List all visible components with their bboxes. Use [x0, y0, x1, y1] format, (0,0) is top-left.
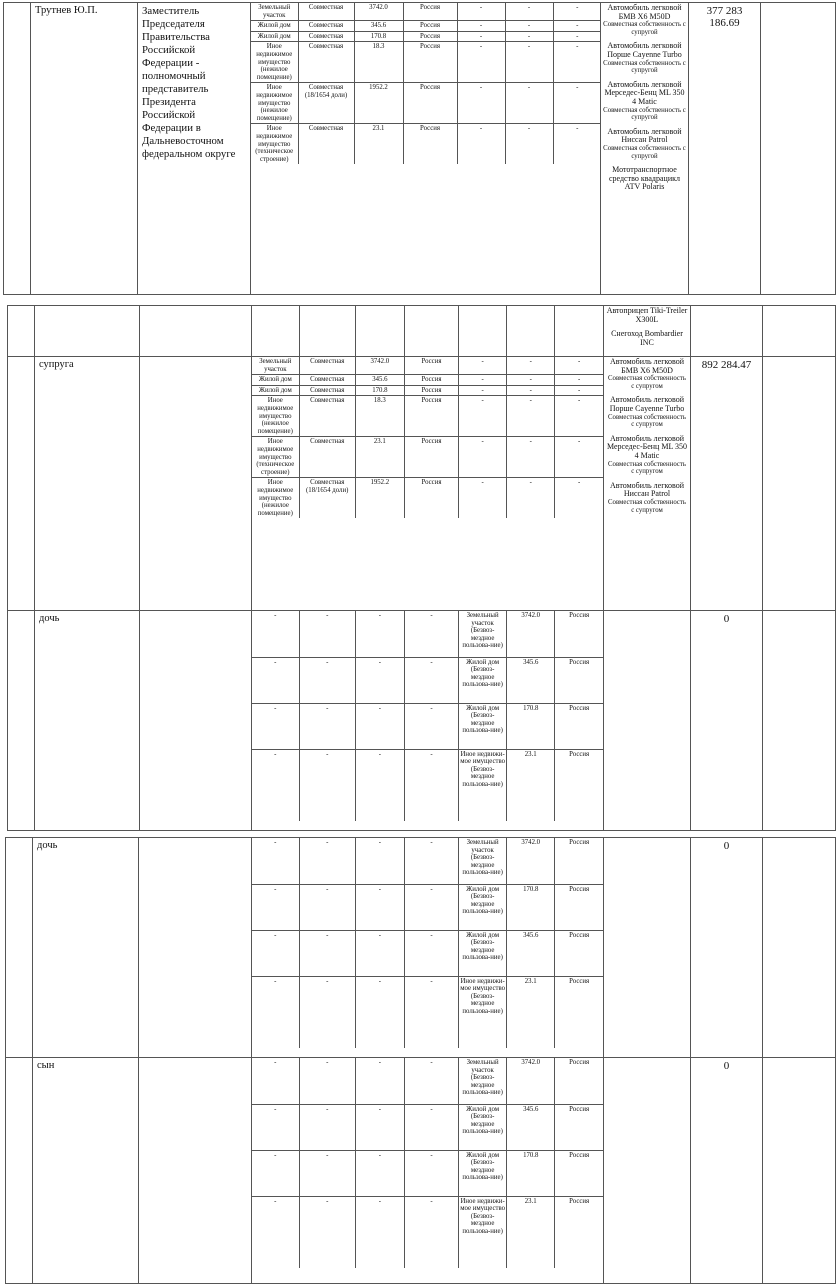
owned-property-type: - — [252, 884, 299, 930]
owned-property-type: Иное недвижимое имущество (нежилое помещение) — [257, 479, 294, 517]
owned-area: - — [355, 930, 404, 976]
property-row — [252, 884, 603, 930]
vehicle-name: Автомобиль легковой Мерседес-Бенц ML 350 4 Matic — [604, 79, 685, 106]
declared-income: 0 — [691, 838, 763, 1058]
owned-property-type: Земельный участок — [252, 357, 299, 375]
property-row — [252, 1196, 603, 1268]
owned-country: - — [404, 1196, 458, 1268]
owned-property-type: Земельный участок — [251, 3, 298, 21]
property-row — [252, 396, 603, 437]
ownership-kind: - — [299, 1058, 355, 1104]
owned-country: - — [404, 884, 458, 930]
used-area: - — [507, 375, 555, 386]
ownership-kind: - — [299, 930, 355, 976]
owned-area: 18.3 — [355, 396, 404, 437]
used-property-type: - — [457, 3, 505, 21]
owned-country: Россия — [403, 83, 457, 124]
declared-income: 377 283 186.69 — [689, 3, 761, 295]
used-country: Россия — [555, 749, 603, 821]
used-country: Россия — [555, 1196, 603, 1268]
vehicle-item — [606, 330, 688, 347]
vehicle-name: Автомобиль легковой БМВ X6 M50D — [607, 3, 682, 21]
property-row — [251, 42, 601, 83]
vehicles-cell-continued — [604, 306, 691, 357]
used-country: Россия — [555, 838, 603, 884]
used-country: Россия — [555, 930, 603, 976]
property-row — [251, 3, 601, 21]
used-area: - — [505, 124, 553, 164]
used-area: 3742.0 — [507, 838, 555, 884]
used-area: 23.1 — [507, 1196, 555, 1268]
property-row — [251, 83, 601, 124]
used-area: - — [505, 42, 553, 83]
owned-area: - — [355, 884, 404, 930]
ownership-kind: Совместная — [299, 437, 355, 478]
owned-property-type: - — [252, 1104, 299, 1150]
ownership-kind: Совместная — [298, 21, 354, 32]
used-property-type: Иное недвижи-мое имущество (Безвоз-мездное пользова-ние) — [459, 749, 507, 821]
declaration-table-1 — [3, 2, 836, 295]
vehicle-item — [603, 166, 686, 192]
vehicle-item — [603, 128, 686, 160]
row-number-cell — [4, 3, 31, 295]
ownership-kind: - — [299, 657, 355, 703]
used-country: - — [555, 385, 603, 396]
vehicle-item — [603, 4, 686, 36]
sheet-2 — [0, 304, 839, 832]
vehicle-ownership-note: Совместная собственность с супругой — [603, 21, 686, 36]
used-property-type: Жилой дом (Безвоз-мездное пользова-ние) — [459, 703, 507, 749]
owned-property-type: - — [274, 977, 277, 985]
used-country: Россия — [555, 1058, 603, 1104]
owned-country: - — [404, 703, 458, 749]
used-area: 345.6 — [507, 930, 555, 976]
used-property-type: Земельный участок (Безвоз-мездное пользова-ние) — [459, 838, 507, 884]
owned-property-type: Жилой дом — [251, 31, 298, 42]
used-area: - — [505, 3, 553, 21]
vehicle-ownership-note: Совместная собственность с супругой — [603, 106, 686, 122]
property-row — [252, 703, 603, 749]
ownership-kind: Совместная — [299, 375, 355, 386]
used-area: - — [507, 385, 555, 396]
vehicle-ownership-note: Совместная собственность с супругой — [603, 59, 686, 75]
used-property-type: Жилой дом (Безвоз-мездное пользова-ние) — [459, 930, 507, 976]
used-property-type: Жилой дом (Безвоз-мездное пользова-ние) — [459, 884, 507, 930]
owned-area: - — [355, 657, 404, 703]
property-row — [252, 1058, 603, 1104]
used-property-type: Иное недвижи-мое имущество (Безвоз-мездное пользова-ние) — [459, 976, 507, 1048]
property-row — [252, 749, 603, 821]
owned-country: Россия — [403, 124, 457, 164]
property-block — [252, 1058, 604, 1284]
owned-country: Россия — [403, 42, 457, 83]
owned-property-type: Иное недвижимое имущество (нежилое помещение) — [251, 42, 298, 83]
owned-area: 345.6 — [355, 375, 404, 386]
used-area: - — [507, 396, 555, 437]
property-row — [251, 124, 601, 164]
property-row — [252, 1104, 603, 1150]
ownership-kind: - — [299, 976, 355, 1048]
used-country: - — [553, 124, 601, 164]
ownership-kind: - — [299, 749, 355, 821]
vehicle-item — [606, 482, 688, 514]
property-row — [252, 1150, 603, 1196]
used-area: - — [505, 21, 553, 32]
owned-property-type: Иное недвижимое имущество (техническое строение) — [255, 125, 294, 163]
ownership-kind: - — [299, 884, 355, 930]
daughter-name: дочь — [35, 611, 140, 831]
owned-country: - — [404, 930, 458, 976]
owned-property-type: Жилой дом — [252, 385, 299, 396]
vehicle-ownership-note: Совместная собственность с супругом — [608, 460, 686, 476]
used-area: - — [507, 437, 555, 478]
property-row — [252, 478, 603, 518]
used-property-type: - — [459, 478, 507, 518]
owned-area: 23.1 — [354, 124, 403, 164]
used-country: Россия — [555, 976, 603, 1048]
property-row — [252, 375, 603, 386]
owned-country: - — [404, 1104, 458, 1150]
owned-area: 1952.2 — [355, 478, 404, 518]
used-area: 3742.0 — [507, 611, 555, 657]
used-country: Россия — [555, 1150, 603, 1196]
used-country: - — [553, 83, 601, 124]
declared-income: 0 — [691, 1058, 763, 1284]
used-country: - — [555, 396, 603, 437]
property-block — [252, 838, 604, 1058]
owned-area: 170.8 — [354, 31, 403, 42]
vehicle-ownership-note: Совместная собственность с супругом — [608, 375, 686, 390]
owned-property-type: - — [252, 657, 299, 703]
owned-area: 1952.2 — [354, 83, 403, 124]
vehicle-name: Мототранспортное средство квадрацикл ATV Polaris — [608, 165, 680, 192]
owned-property-type: - — [274, 750, 277, 758]
owned-country: - — [404, 838, 458, 884]
used-area: - — [505, 83, 553, 124]
declared-income: 0 — [691, 611, 763, 831]
used-country: - — [555, 478, 603, 518]
sheet-3 — [0, 836, 839, 1280]
property-row — [252, 657, 603, 703]
ownership-kind: Совместная — [299, 357, 355, 375]
property-row — [252, 611, 603, 657]
owned-property-type: Иное недвижимое имущество (нежилое помещение) — [251, 83, 298, 124]
declared-income: 892 284.47 — [691, 357, 763, 611]
ownership-kind: - — [299, 1104, 355, 1150]
property-row — [251, 31, 601, 42]
owned-area: 18.3 — [354, 42, 403, 83]
owned-property-type: - — [252, 930, 299, 976]
property-block — [252, 611, 604, 831]
owned-country: Россия — [403, 3, 457, 21]
ownership-kind: Совместная — [299, 396, 355, 437]
owned-area: - — [355, 1104, 404, 1150]
used-country: Россия — [555, 703, 603, 749]
owned-country: Россия — [404, 437, 458, 478]
vehicle-item — [606, 435, 688, 476]
used-country: - — [553, 21, 601, 32]
vehicles-cell — [604, 357, 691, 611]
vehicle-item — [606, 307, 688, 324]
daughter-name: дочь — [33, 838, 139, 1058]
property-row — [252, 976, 603, 1048]
owned-area: - — [355, 976, 404, 1048]
source-cell — [761, 3, 836, 295]
owned-country: Россия — [404, 478, 458, 518]
used-area: - — [507, 478, 555, 518]
used-country: Россия — [555, 884, 603, 930]
property-subtable — [251, 3, 601, 164]
person-position: Заместитель Председателя Правительства Российской Федерации - полномочный представитель Президента Российской Федерации в Дальневосточном федеральном округе — [138, 3, 251, 295]
used-country: - — [555, 375, 603, 386]
vehicle-name: Автомобиль легковой БМВ X6 M50D — [610, 357, 684, 375]
owned-property-type: - — [252, 611, 299, 657]
used-country: - — [553, 31, 601, 42]
used-area: 170.8 — [507, 1150, 555, 1196]
owned-country: Россия — [404, 396, 458, 437]
used-country: - — [555, 437, 603, 478]
used-area: 3742.0 — [507, 1058, 555, 1104]
used-property-type: - — [459, 396, 507, 437]
used-area: - — [505, 31, 553, 42]
ownership-kind: - — [299, 611, 355, 657]
used-property-type: Жилой дом (Безвоз-мездное пользова-ние) — [459, 1104, 507, 1150]
used-property-type: - — [459, 437, 507, 478]
used-property-type: - — [459, 357, 507, 375]
used-property-type: Земельный участок (Безвоз-мездное пользова-ние) — [459, 611, 507, 657]
declaration-table-3 — [5, 837, 836, 1284]
ownership-kind: Совместная (18/1654 доли) — [298, 83, 354, 124]
owned-country: - — [404, 611, 458, 657]
ownership-kind: Совместная — [299, 385, 355, 396]
owned-area: 3742.0 — [354, 3, 403, 21]
used-property-type: - — [457, 21, 505, 32]
used-property-type: Жилой дом (Безвоз-мездное пользова-ние) — [459, 1150, 507, 1196]
vehicle-name: Автомобиль легковой Порше Cayenne Turbo — [607, 41, 682, 59]
owned-area: - — [355, 703, 404, 749]
owned-area: - — [355, 1058, 404, 1104]
used-property-type: - — [457, 42, 505, 83]
vehicle-name: Автомобиль легковой Ниссан Patrol — [610, 480, 684, 499]
owned-area: - — [355, 838, 404, 884]
owned-area: - — [355, 1150, 404, 1196]
used-property-type: - — [457, 83, 505, 124]
property-row — [252, 838, 603, 884]
owned-property-type: - — [252, 1150, 299, 1196]
owned-country: - — [404, 976, 458, 1048]
vehicle-item — [606, 358, 688, 390]
person-name: Трутнев Ю.П. — [31, 3, 138, 295]
used-area: 345.6 — [507, 1104, 555, 1150]
ownership-kind: - — [299, 703, 355, 749]
owned-area: - — [355, 749, 404, 821]
ownership-kind: Совместная — [298, 42, 354, 83]
used-area: 170.8 — [507, 703, 555, 749]
vehicle-ownership-note: Совместная собственность с супругой — [603, 144, 686, 160]
used-property-type: Иное недвижи-мое имущество (Безвоз-мездное пользова-ние) — [459, 1196, 507, 1268]
vehicle-name: Автомобиль легковой Ниссан Patrol — [607, 126, 682, 145]
ownership-kind: - — [299, 1150, 355, 1196]
spouse-name: супруга — [35, 357, 140, 611]
property-row — [252, 385, 603, 396]
used-country: Россия — [555, 657, 603, 703]
owned-country: - — [404, 657, 458, 703]
used-area: 23.1 — [507, 976, 555, 1048]
used-property-type: - — [457, 124, 505, 164]
ownership-kind: Совместная (18/1654 доли) — [299, 478, 355, 518]
owned-property-type: - — [274, 1197, 277, 1205]
owned-country: Россия — [404, 385, 458, 396]
ownership-kind: Совместная — [298, 3, 354, 21]
ownership-kind: Совместная — [298, 31, 354, 42]
vehicles-cell — [601, 3, 689, 295]
owned-area: 170.8 — [355, 385, 404, 396]
owned-property-type: Иное недвижимое имущество (техническое строение) — [252, 437, 299, 478]
property-row — [252, 437, 603, 478]
sheet-1 — [0, 0, 839, 296]
ownership-kind: Совместная — [298, 124, 354, 164]
owned-country: Россия — [403, 21, 457, 32]
used-area: - — [507, 357, 555, 375]
owned-area: - — [355, 1196, 404, 1268]
used-country: - — [555, 357, 603, 375]
owned-property-type: - — [252, 703, 299, 749]
owned-area: 3742.0 — [355, 357, 404, 375]
owned-country: Россия — [404, 357, 458, 375]
vehicle-item — [603, 81, 686, 122]
vehicle-name: Снегоход Bombardier INC — [611, 329, 683, 347]
owned-area: - — [355, 611, 404, 657]
used-country: - — [553, 3, 601, 21]
vehicle-ownership-note: Совместная собственность с супругом — [608, 498, 686, 514]
vehicle-item — [606, 396, 688, 428]
owned-country: - — [404, 1058, 458, 1104]
owned-country: Россия — [404, 375, 458, 386]
used-property-type: - — [459, 385, 507, 396]
vehicle-name: Автомобиль легковой Мерседес-Бенц ML 350 4 Matic — [606, 433, 688, 460]
vehicle-ownership-note: Совместная собственность с супругом — [608, 413, 686, 429]
owned-area: 23.1 — [355, 437, 404, 478]
used-country: Россия — [555, 1104, 603, 1150]
used-country: Россия — [555, 611, 603, 657]
used-property-type: - — [459, 375, 507, 386]
used-area: 170.8 — [507, 884, 555, 930]
used-property-type: - — [457, 31, 505, 42]
son-name: сын — [33, 1058, 139, 1284]
ownership-kind: - — [299, 838, 355, 884]
property-row — [252, 357, 603, 375]
ownership-kind: - — [299, 1196, 355, 1268]
owned-country: - — [404, 749, 458, 821]
declaration-table-2 — [7, 305, 836, 831]
owned-property-type: Жилой дом — [251, 21, 298, 32]
property-block — [251, 3, 601, 295]
used-area: 345.6 — [507, 657, 555, 703]
used-area: 23.1 — [507, 749, 555, 821]
owned-property-type: - — [252, 1058, 299, 1104]
vehicle-name: Автоприцеп Tiki-Treiler X300L — [606, 306, 688, 324]
empty-property-block — [252, 306, 604, 357]
owned-country: - — [404, 1150, 458, 1196]
owned-country: Россия — [403, 31, 457, 42]
used-country: - — [553, 42, 601, 83]
owned-area: 345.6 — [354, 21, 403, 32]
owned-property-type: - — [252, 838, 299, 884]
owned-property-type: Жилой дом — [252, 375, 299, 386]
property-row — [251, 21, 601, 32]
property-row — [252, 930, 603, 976]
vehicle-item — [603, 42, 686, 74]
used-property-type: Жилой дом (Безвоз-мездное пользова-ние) — [459, 657, 507, 703]
owned-property-type: Иное недвижимое имущество (нежилое помещение) — [252, 396, 299, 437]
vehicle-name: Автомобиль легковой Порше Cayenne Turbo — [609, 395, 685, 413]
property-block — [252, 357, 604, 611]
used-property-type: Земельный участок (Безвоз-мездное пользова-ние) — [459, 1058, 507, 1104]
